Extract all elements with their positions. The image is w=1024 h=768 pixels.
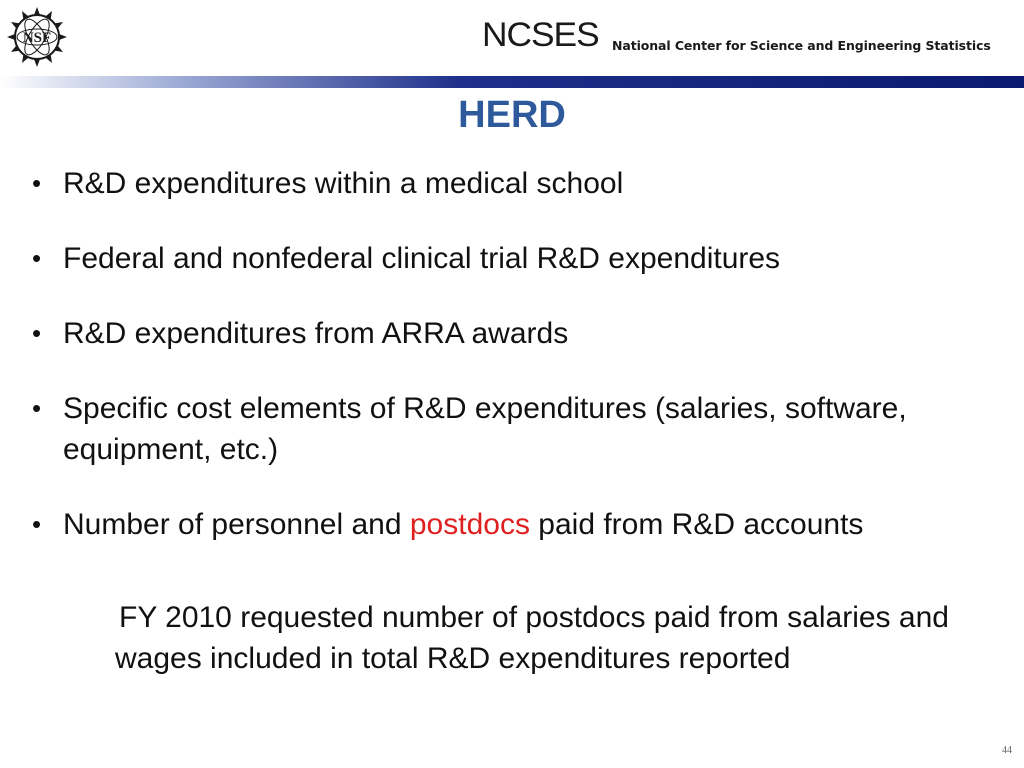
bullet-item-personnel xyxy=(30,504,1020,545)
bullet-item: • Specific cost elements of R&D expenditures (salaries, software, equipment, etc.) xyxy=(30,388,1020,470)
header-rule xyxy=(0,76,1024,88)
sub-item-fy2010: FY 2010 requested number of postdocs paid from salaries and wages included in total R&D expenditures reported xyxy=(115,601,949,675)
bullet-item: • Federal and nonfederal clinical trial R&D expenditures xyxy=(30,238,1020,279)
svg-text:NSF: NSF xyxy=(22,30,52,46)
slide-title: HERD xyxy=(458,94,566,136)
bullet-item: • R&D expenditures within a medical school xyxy=(30,163,1020,204)
ncses-full-name: National Center for Science and Engineering Statistics xyxy=(612,38,991,53)
bullet-list xyxy=(30,163,1020,545)
nsf-logo-icon xyxy=(6,6,68,68)
bullet-item: • R&D expenditures from ARRA awards xyxy=(30,313,1020,354)
postdocs-highlight: postdocs xyxy=(409,508,530,541)
ncses-logo-mark: NCSES xyxy=(482,16,599,54)
page-number: 44 xyxy=(1002,745,1012,756)
bullet-text-before: Number of personnel and xyxy=(63,508,410,541)
bullet-text-after: paid from R&D accounts xyxy=(529,508,864,541)
